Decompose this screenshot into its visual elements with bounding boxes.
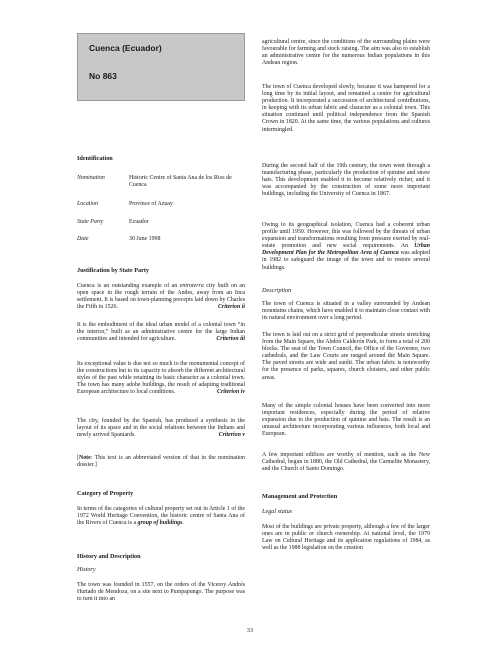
- page-title: Cuenca (Ecuador): [89, 43, 162, 53]
- id-value: Province of Azuay: [129, 201, 173, 207]
- title-box: [77, 33, 245, 101]
- id-label: Date: [77, 236, 89, 242]
- history-paragraph: Owing to its geographical isolation, Cuenca had a coherent urban profile until 1950. However, this was followed by the threats of urban expansion and transformations resulting from pressure exerted by real-estate promotion and new social requirements. An Urban Development Plan for the Metropolitan Area of Cuenca was adopted in 1982 to safeguard the image of the town and to restore several buildings.: [262, 222, 430, 271]
- history-paragraph: agricultural centre, since the conditions of the surrounding plains were favourable for farming and stock raising. The aim was also to establish an administrative centre for the numerous Indian populations in this Andean region.: [262, 39, 430, 67]
- description-paragraph: A few important edifices are worthy of mention, such as the New Cathedral, begun in 1880, the Old Cathedral, the Carmelite Monastery, and the Church of Santo Domingo.: [262, 452, 430, 473]
- criterion-label: Criterion iv: [217, 389, 245, 396]
- id-label: Location: [77, 201, 98, 207]
- justification-paragraph: Its exceptional value is due not so much to the monumental concept of the constructions but to its capacity to absorb the different architectural styles of the past while retaining its basic character as a colonial town. The town has many adobe buildings, the result of adapting traditional European architecture to local conditions. Criterion iv: [77, 361, 245, 396]
- justification-paragraph: Cuenca is an outstanding example of an entroterra city built on an open space in the rough terrain of the Andes, away from an Inca settlement. It is based on town-planning precepts laid down by Charles the Fifth in 1526. Criterion ii: [77, 283, 245, 311]
- description-paragraph: The town is laid out on a strict grid of perpendicular streets stretching from the Main Square, the Abdón Calderón Park, to form a total of 200 blocks. The seat of the Town Council, the Office of the Governor, two cathedrals, and the Law Courts are ranged around the Main Square. The paved streets are wide and sunlit. The urban fabric is noteworthy for the presence of parks, squares, church cloisters, and other public areas.: [262, 332, 430, 381]
- page-number: 33: [246, 627, 254, 634]
- history-paragraph: The town was founded in 1557, on the orders of the Viceroy Andrés Hurtado de Mendoza, on a site next to Pumpapungo. The purpose was to turn it into an: [77, 582, 245, 603]
- history-subheading: History: [77, 566, 96, 573]
- abbreviation-note: [Note: This text is an abbreviated version of that in the nomination dossier.]: [77, 455, 245, 469]
- description-paragraph: Many of the simple colonial houses have been converted into more important residences, especially during the period of relative expansion due to the production of quinine and hats. The result is an unusual architecture incorporating various influences, both local and European.: [262, 403, 430, 438]
- category-paragraph: In terms of the categories of cultural property set out in Article 1 of the 1972 World Heritage Convention, the historic centre of Santa Ana of the Rivers of Cuenca is a group of buildings.: [77, 506, 245, 527]
- id-value: Ecuador: [129, 219, 149, 225]
- history-paragraph: During the second half of the 19th century, the town went through a manufacturing phase, particularly the production of quinine and straw hats. This development enabled it to become relatively richer, and it was accompanied by the construction of some more important buildings, including the University of Cuenca in 1867.: [262, 163, 430, 198]
- id-label: Nomination: [77, 175, 105, 181]
- site-number: No 863: [89, 71, 117, 81]
- id-value: 30 June 1998: [129, 236, 161, 242]
- legal-status-subheading: Legal status: [262, 508, 293, 515]
- history-paragraph: The town of Cuenca developed slowly, because it was hampered for a long time by its initial layout, and remained a centre for agricultural production. It incorporated a succession of architectural contributions, in keeping with its urban fabric and character as a colonial town. This situation continued until political independence from the Spanish Crown in 1820. At the same time, the various populations and cultures intermingled.: [262, 84, 430, 133]
- management-heading: Management and Protection: [262, 493, 338, 500]
- justification-paragraph: The city, founded by the Spanish, has produced a synthesis in the layout of its space and in the social relations between the Indians and newly arrived Spaniards. Criterion v: [77, 418, 245, 439]
- identification-heading: Identification: [77, 155, 113, 162]
- criterion-label: Criterion iii: [216, 336, 245, 343]
- id-label: State Party: [77, 219, 104, 225]
- description-paragraph: The town of Cuenca is situated in a valley surrounded by Andean mountains chains, which have enabled it to maintain close contact with its natural environment over a long period.: [262, 301, 430, 322]
- history-heading: History and Description: [77, 553, 141, 560]
- legal-status-paragraph: Most of the buildings are private property, although a few of the larger ones are in public or church ownership. At national level, the 1979 Law on Cultural Heritage and its application regulations of 1984, as well as the 1988 legislation on the creation: [262, 524, 430, 552]
- justification-heading: Justification by State Party: [77, 267, 150, 274]
- criterion-label: Criterion ii: [217, 304, 245, 311]
- id-value: Historic Centre of Santa Ana de los Rios de Cuenca: [129, 175, 232, 189]
- category-heading: Category of Property: [77, 490, 134, 497]
- criterion-label: Criterion v: [218, 432, 245, 439]
- justification-paragraph: It is the embodiment of the ideal urban model of a colonial town “in the interior,” built as an administrative centre for the large Indian communities and intended for agriculture. Criterion iii: [77, 322, 245, 343]
- description-subheading: Description: [262, 287, 292, 294]
